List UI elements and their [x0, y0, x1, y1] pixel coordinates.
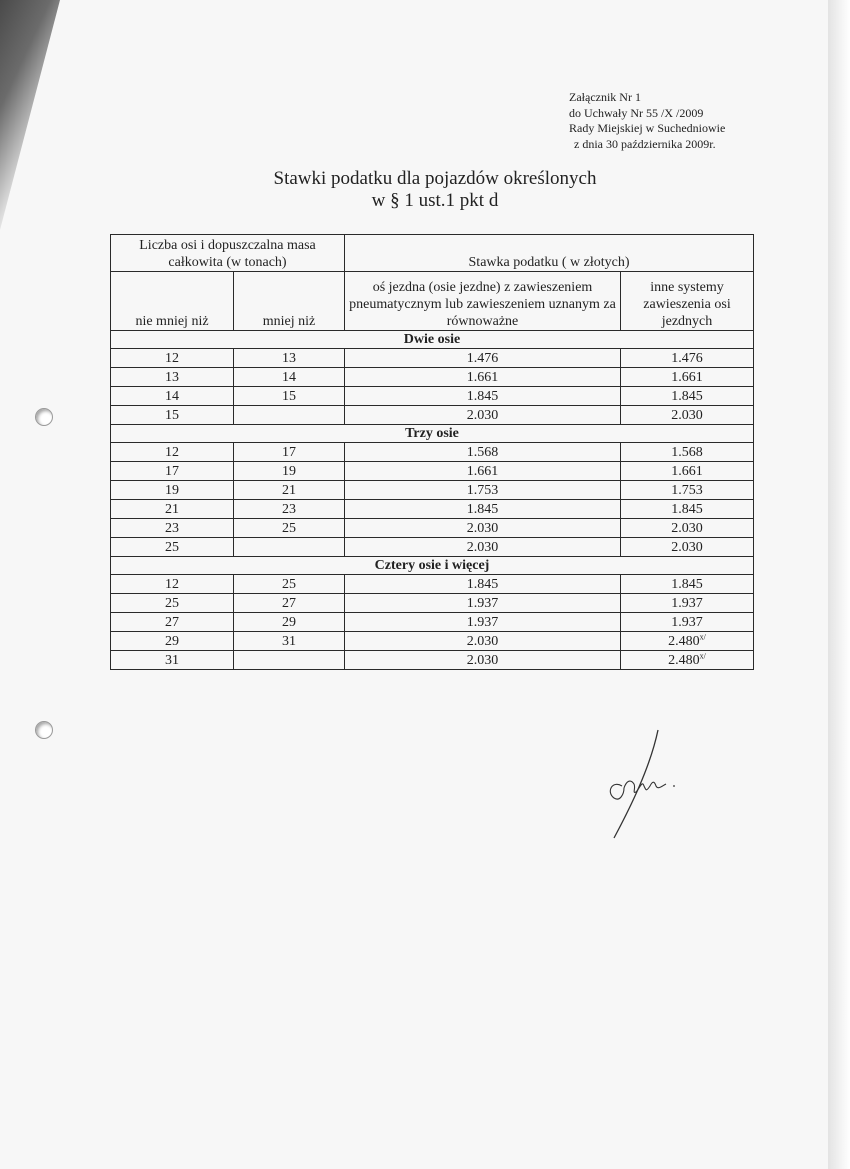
cell-min-value: 13 [165, 370, 179, 385]
header-min: nie mniej niż [111, 272, 234, 331]
cell-other-value: 1.568 [671, 445, 703, 460]
cell-min-value: 25 [165, 596, 179, 611]
table-row [111, 538, 754, 557]
cell-other-value: 2.030 [671, 521, 703, 536]
cell-pneumatic [345, 500, 621, 519]
cell-pneumatic [345, 519, 621, 538]
tax-rates-table [110, 234, 754, 670]
cell-other-value: 1.937 [671, 596, 703, 611]
cell-other [621, 613, 754, 632]
cell-min [111, 632, 234, 651]
cell-other [621, 368, 754, 387]
table-row [111, 575, 754, 594]
table-row [111, 462, 754, 481]
cell-other [621, 651, 754, 670]
punch-hole [35, 721, 53, 739]
footnote-marker: x/ [699, 651, 706, 661]
table-header-row-2 [111, 272, 754, 331]
cell-pneumatic [345, 651, 621, 670]
cell-max [234, 651, 345, 670]
cell-max [234, 481, 345, 500]
attachment-line-2: do Uchwały Nr 55 /X /2009 [569, 105, 704, 120]
attachment-note [569, 90, 725, 152]
cell-other [621, 519, 754, 538]
cell-other-value: 2.480 [668, 634, 700, 649]
cell-other [621, 481, 754, 500]
cell-min [111, 406, 234, 425]
cell-other-value: 1.661 [671, 370, 703, 385]
cell-other [621, 632, 754, 651]
cell-pneumatic-value: 2.030 [466, 653, 499, 668]
cell-max [234, 575, 345, 594]
cell-min-value: 25 [165, 540, 179, 555]
cell-other-value: 2.030 [671, 540, 703, 555]
cell-pneumatic-value: 1.845 [466, 389, 499, 404]
cell-other [621, 594, 754, 613]
title-line-1: Stawki podatku dla pojazdów określonych [273, 168, 597, 189]
cell-pneumatic-value: 2.030 [466, 408, 499, 423]
cell-min [111, 443, 234, 462]
cell-pneumatic [345, 538, 621, 557]
cell-max [234, 613, 345, 632]
cell-max [234, 387, 345, 406]
cell-pneumatic [345, 406, 621, 425]
cell-max [234, 443, 345, 462]
header-max: mniej niż [234, 272, 345, 331]
cell-max-value: 17 [282, 445, 296, 460]
cell-other-value: 1.661 [671, 464, 703, 479]
cell-pneumatic [345, 462, 621, 481]
header-mass: Liczba osi i dopuszczalna masa całkowita (w tonach) [111, 235, 345, 272]
cell-other-value: 1.476 [671, 351, 703, 366]
cell-min-value: 23 [165, 521, 179, 536]
cell-min [111, 500, 234, 519]
cell-pneumatic-value: 1.753 [466, 483, 499, 498]
cell-max-value: 21 [282, 483, 296, 498]
cell-pneumatic [345, 443, 621, 462]
cell-max [234, 632, 345, 651]
cell-max-value: 15 [282, 389, 296, 404]
header-rate: Stawka podatku ( w złotych) [345, 235, 754, 272]
table-header-row-1 [111, 235, 754, 272]
table-row [111, 594, 754, 613]
cell-other [621, 538, 754, 557]
cell-pneumatic-value: 1.845 [466, 502, 499, 517]
table-row [111, 406, 754, 425]
cell-max [234, 519, 345, 538]
cell-max-value: 25 [282, 521, 296, 536]
table-row [111, 651, 754, 670]
table-row [111, 368, 754, 387]
cell-other-value: 1.753 [671, 483, 703, 498]
cell-other-value: 1.845 [671, 389, 703, 404]
cell-other-value: 1.845 [671, 502, 703, 517]
signature [600, 728, 690, 840]
cell-min-value: 29 [165, 634, 179, 649]
table-row [111, 613, 754, 632]
cell-max [234, 349, 345, 368]
cell-max [234, 368, 345, 387]
cell-max-value: 23 [282, 502, 296, 517]
cell-min [111, 462, 234, 481]
cell-pneumatic-value: 1.937 [466, 615, 499, 630]
cell-min [111, 368, 234, 387]
cell-min-value: 31 [165, 653, 179, 668]
cell-min-value: 17 [165, 464, 179, 479]
cell-pneumatic [345, 594, 621, 613]
cell-min [111, 613, 234, 632]
header-pneumatic: oś jezdna (osie jezdne) z zawieszeniem pneumatycznym lub zawieszeniem uznanym za równoważne [345, 272, 621, 331]
cell-min-value: 21 [165, 502, 179, 517]
cell-max-value: 27 [282, 596, 296, 611]
cell-min-value: 12 [165, 577, 179, 592]
cell-pneumatic-value: 1.661 [466, 464, 499, 479]
table-row [111, 349, 754, 368]
cell-pneumatic-value: 1.476 [466, 351, 499, 366]
cell-other [621, 462, 754, 481]
cell-max-value: 14 [282, 370, 296, 385]
cell-min-value: 15 [165, 408, 179, 423]
cell-pneumatic-value: 1.568 [466, 445, 499, 460]
table-row [111, 500, 754, 519]
footnote-marker: x/ [699, 632, 706, 642]
cell-other-value: 2.480 [668, 653, 700, 668]
cell-max [234, 538, 345, 557]
cell-other [621, 406, 754, 425]
cell-min-value: 14 [165, 389, 179, 404]
cell-pneumatic [345, 481, 621, 500]
cell-other [621, 349, 754, 368]
cell-min [111, 538, 234, 557]
page-edge [828, 0, 850, 1169]
table-row [111, 481, 754, 500]
cell-max-value: 31 [282, 634, 296, 649]
group-name: Dwie osie [111, 331, 754, 349]
cell-pneumatic-value: 2.030 [466, 634, 499, 649]
cell-min [111, 594, 234, 613]
cell-max-value: 13 [282, 351, 296, 366]
group-row [111, 425, 754, 443]
group-name: Trzy osie [111, 425, 754, 443]
attachment-line-1: Załącznik Nr 1 [569, 90, 641, 104]
title-line-2: w § 1 ust.1 pkt d [371, 190, 499, 211]
cell-pneumatic-value: 2.030 [466, 521, 499, 536]
cell-pneumatic [345, 387, 621, 406]
cell-max-value: 29 [282, 615, 296, 630]
cell-max [234, 462, 345, 481]
cell-min [111, 575, 234, 594]
cell-max [234, 500, 345, 519]
cell-pneumatic-value: 2.030 [466, 540, 499, 555]
cell-min-value: 12 [165, 445, 179, 460]
cell-pneumatic [345, 349, 621, 368]
attachment-line-4: z dnia 30 października 2009r. [574, 136, 716, 151]
cell-pneumatic [345, 613, 621, 632]
cell-pneumatic-value: 1.661 [466, 370, 499, 385]
cell-max-value: 25 [282, 577, 296, 592]
cell-other-value: 1.845 [671, 577, 703, 592]
cell-min [111, 519, 234, 538]
table-row [111, 443, 754, 462]
group-name: Cztery osie i więcej [111, 557, 754, 575]
cell-min [111, 651, 234, 670]
cell-other [621, 387, 754, 406]
cell-pneumatic [345, 575, 621, 594]
cell-pneumatic-value: 1.937 [466, 596, 499, 611]
cell-other-value: 2.030 [671, 408, 703, 423]
cell-min-value: 12 [165, 351, 179, 366]
document-title [160, 168, 710, 212]
cell-max [234, 594, 345, 613]
punch-hole [35, 408, 53, 426]
group-row [111, 557, 754, 575]
cell-min [111, 349, 234, 368]
cell-min [111, 387, 234, 406]
cell-min-value: 19 [165, 483, 179, 498]
cell-pneumatic [345, 632, 621, 651]
table-row [111, 387, 754, 406]
table-row [111, 632, 754, 651]
cell-other [621, 575, 754, 594]
cell-max [234, 406, 345, 425]
cell-min [111, 481, 234, 500]
header-other: inne systemy zawieszenia osi jezdnych [621, 272, 754, 331]
cell-other [621, 500, 754, 519]
cell-max-value: 19 [282, 464, 296, 479]
attachment-line-3: Rady Miejskiej w Suchedniowie [569, 121, 726, 135]
group-row [111, 331, 754, 349]
cell-pneumatic [345, 368, 621, 387]
cell-other-value: 1.937 [671, 615, 703, 630]
cell-pneumatic-value: 1.845 [466, 577, 499, 592]
table-row [111, 519, 754, 538]
cell-min-value: 27 [165, 615, 179, 630]
cell-other [621, 443, 754, 462]
